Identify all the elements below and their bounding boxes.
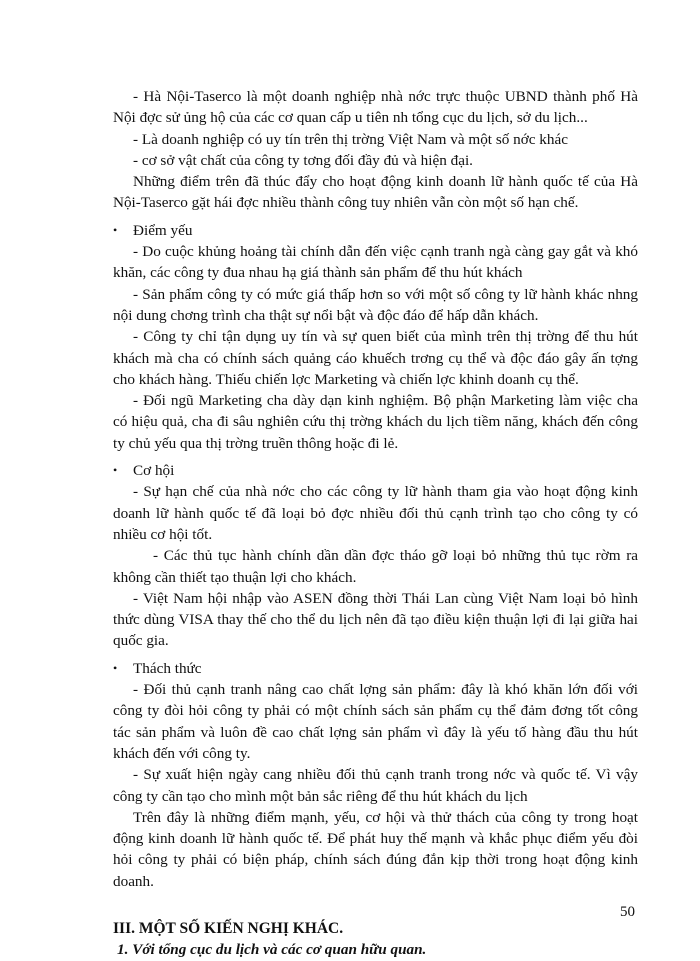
weakness-item: - Do cuộc khủng hoảng tài chính dẫn đến việc cạnh tranh ngà càng gay gắt và khó khăn, các công ty đua nhau hạ giá thành sản phẩm để thu hút khách xyxy=(113,243,638,282)
weakness-item: - Đối ngũ Marketing cha dày dạn kinh nghiệm. Bộ phận Marketing làm việc cha có hiệu quả, cha đi sâu nghiên cứu thị trờng khách du lịch tiềm năng, khách đến công ty chủ yếu qua thị trờng truền thông hoặc đi lẻ. xyxy=(113,392,638,452)
paragraph-facilities: - cơ sở vật chất của công ty tơng đối đầy đủ và hiện đại. xyxy=(133,151,473,169)
weakness-item: - Công ty chỉ tận dụng uy tín và sự quen biết của mình trên thị trờng để thu hút khách mà cha có chính sách quảng cáo khuếch trơng cụ thể và độc đáo gây ấn tợng cho khách hàng. Thiếu chiến lợc Marketing và chiến lợc khinh doanh cụ thể. xyxy=(113,328,638,388)
conclusion-paragraph: Trên đây là những điểm mạnh, yếu, cơ hội và thử thách của công ty trong hoạt động kinh doanh lữ hành quốc tế. Để phát huy thế mạnh và khắc phục điểm yếu đòi hỏi công ty phải có biện pháp, chính sách đúng đắn kịp thời trong hoạt động kinh doanh. xyxy=(113,808,638,890)
page-body xyxy=(113,86,638,961)
paragraph-taserco: - Hà Nội-Taserco là một doanh nghiệp nhà nớc trực thuộc UBND thành phố Hà Nội đợc sử ủng hộ của các cơ quan cấp u tiên nh tổng cục du lịch, sở du lịch... xyxy=(113,88,638,127)
paragraph-summary: Những điểm trên đã thúc đẩy cho hoạt động kinh doanh lữ hành quốc tế của Hà Nội-Taserco gặt hái đợc nhiều thành công tuy nhiên vẫn còn một số hạn chế. xyxy=(113,173,638,212)
threat-item: - Đối thủ cạnh tranh nâng cao chất lợng sản phẩm: đây là khó khăn lớn đối với công ty đòi hỏi công ty phải có một chính sách sản phẩm cụ thể đảm đơng tốt công tác sản phẩm và luôn đề cao chất lợng sản phẩm vì đây là yếu tố hàng đầu thu hút khách đến với công ty. xyxy=(113,681,638,762)
paragraph-reputation: - Là doanh nghiệp có uy tín trên thị trờng Việt Nam và một số nớc khác xyxy=(133,130,568,148)
section-heading: III. MỘT SỐ KIẾN NGHỊ KHÁC. xyxy=(113,919,344,937)
opportunity-item: - Sự hạn chế của nhà nớc cho các công ty lữ hành tham gia vào hoạt động kinh doanh lữ hành quốc tế đã loại bỏ đợc nhiều đối thủ cạnh trình tạo cho công ty có nhiều cơ hội tốt. xyxy=(113,483,638,543)
threat-item: - Sự xuất hiện ngày cang nhiều đối thủ cạnh tranh trong nớc và quốc tế. Vì vậy công ty cần tạo cho mình một bản sắc riêng để thu hút khách du lịch xyxy=(113,766,638,805)
threat-heading xyxy=(113,658,638,679)
weakness-title: Điểm yếu xyxy=(133,221,193,239)
opportunity-item: - Việt Nam hội nhập vào ASEN đồng thời Thái Lan cùng Việt Nam loại bỏ hình thức dùng VISA thay thế cho thể du lịch nên đã tạo điều kiện thuận lợi đi lại giữa hai quốc gia. xyxy=(113,589,638,650)
threat-title: Thách thức xyxy=(133,659,202,677)
opportunity-title: Cơ hội xyxy=(133,462,175,480)
section-subheading: 1. Với tổng cục du lịch và các cơ quan hữu quan. xyxy=(117,941,427,959)
page-number: 50 xyxy=(620,904,635,920)
bullet-icon: • xyxy=(113,463,118,478)
bullet-icon: • xyxy=(113,660,118,675)
bullet-icon: • xyxy=(113,222,118,237)
opportunity-item: - Các thủ tục hành chính dần dần đợc tháo gỡ loại bỏ những thủ tục rờm ra không cần thiết tạo thuận lợi cho khách. xyxy=(113,547,638,586)
opportunity-heading xyxy=(113,460,638,481)
weakness-heading xyxy=(113,220,638,241)
weakness-item: - Sản phẩm công ty có mức giá thấp hơn so với một số công ty lữ hành khác nhng nội dung chơng trình cha thật sự nổi bật và độc đáo để hấp dẫn khách. xyxy=(113,285,638,324)
